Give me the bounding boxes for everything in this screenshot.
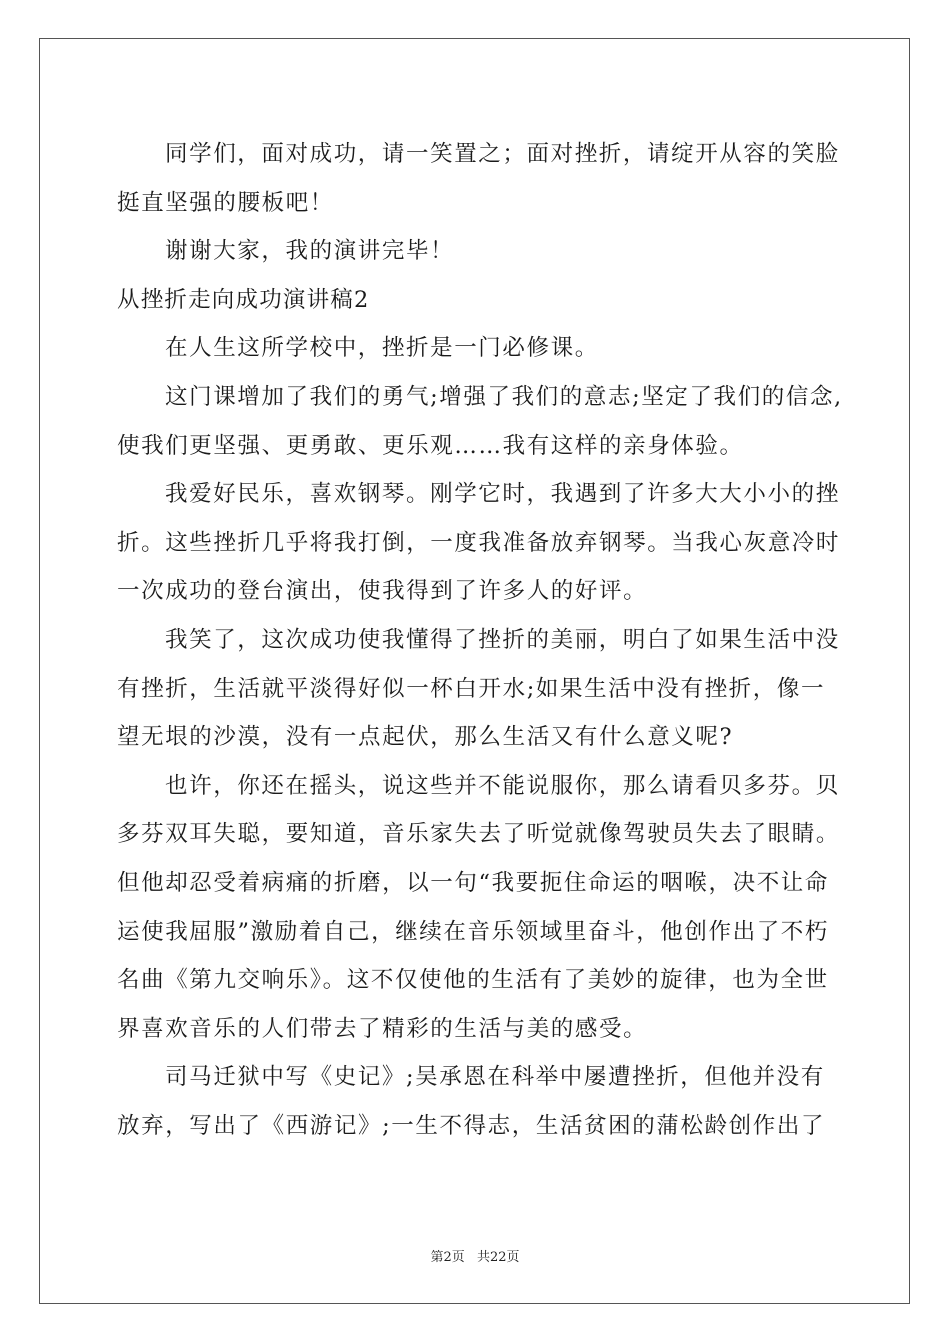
section-heading <box>117 276 837 325</box>
text-line: 名曲《第九交响乐》。这不仅使他的生活有了美妙的旋律，也为全世 <box>117 967 829 994</box>
text-line: 多芬双耳失聪，要知道，音乐家失去了听觉就像驾驶员失去了眼睛。 <box>117 821 841 848</box>
page-footer <box>0 1246 950 1265</box>
paragraph <box>117 373 843 470</box>
text-line: 我笑了，这次成功使我懂得了挫折的美丽，明白了如果生活中没 <box>165 626 840 653</box>
text-line: 界喜欢音乐的人们带去了精彩的生活与美的感受。 <box>117 1015 648 1042</box>
text-line: 有挫折，生活就平淡得好似一杯白开水;如果生活中没有挫折，像一 <box>117 675 826 702</box>
text-line: 但他却忍受着病痛的折磨，以一句“我要扼住命运的咽喉，决不让命 <box>117 869 830 896</box>
text-line: 从挫折走向成功演讲稿2 <box>117 286 370 313</box>
text-line: 挺直坚强的腰板吧！ <box>117 189 334 216</box>
paragraph <box>117 227 837 276</box>
document-body <box>117 130 843 1150</box>
paragraph <box>117 324 837 373</box>
paragraph <box>117 762 841 1054</box>
page-number: 第2页 <box>430 1250 465 1265</box>
paragraph <box>117 616 840 762</box>
paragraph <box>117 1053 837 1150</box>
text-line: 我爱好民乐，喜欢钢琴。刚学它时，我遇到了许多大大小小的挫 <box>165 481 840 508</box>
paragraph <box>117 470 841 616</box>
text-line: 望无垠的沙漠，没有一点起伏，那么生活又有什么意义呢? <box>117 724 734 751</box>
text-line: 也许，你还在摇头，说这些并不能说服你，那么请看贝多芬。贝 <box>165 772 840 799</box>
text-line: 谢谢大家，我的演讲完毕！ <box>165 238 455 265</box>
text-line: 这门课增加了我们的勇气;增强了我们的意志;坚定了我们的信念, <box>165 383 843 410</box>
text-line: 一次成功的登台演出，使我得到了许多人的好评。 <box>117 578 648 605</box>
text-line: 放弃，写出了《西游记》;一生不得志，生活贫困的蒲松龄创作出了 <box>117 1112 826 1139</box>
text-line: 运使我屈服”激励着自己，继续在音乐领域里奋斗，他创作出了不朽 <box>117 918 830 945</box>
text-line: 司马迁狱中写《史记》;吴承恩在科举中屡遭挫折，但他并没有 <box>165 1064 825 1091</box>
text-line: 折。这些挫折几乎将我打倒，一度我准备放弃钢琴。当我心灰意冷时 <box>117 529 841 556</box>
text-line: 同学们，面对成功，请一笑置之；面对挫折，请绽开从容的笑脸 <box>165 141 840 167</box>
paragraph <box>117 130 840 227</box>
text-line: 使我们更坚强、更勇敢、更乐观……我有这样的亲身体验。 <box>117 432 744 459</box>
text-line: 在人生这所学校中，挫折是一门必修课。 <box>165 335 599 362</box>
total-pages: 共22页 <box>476 1250 520 1265</box>
